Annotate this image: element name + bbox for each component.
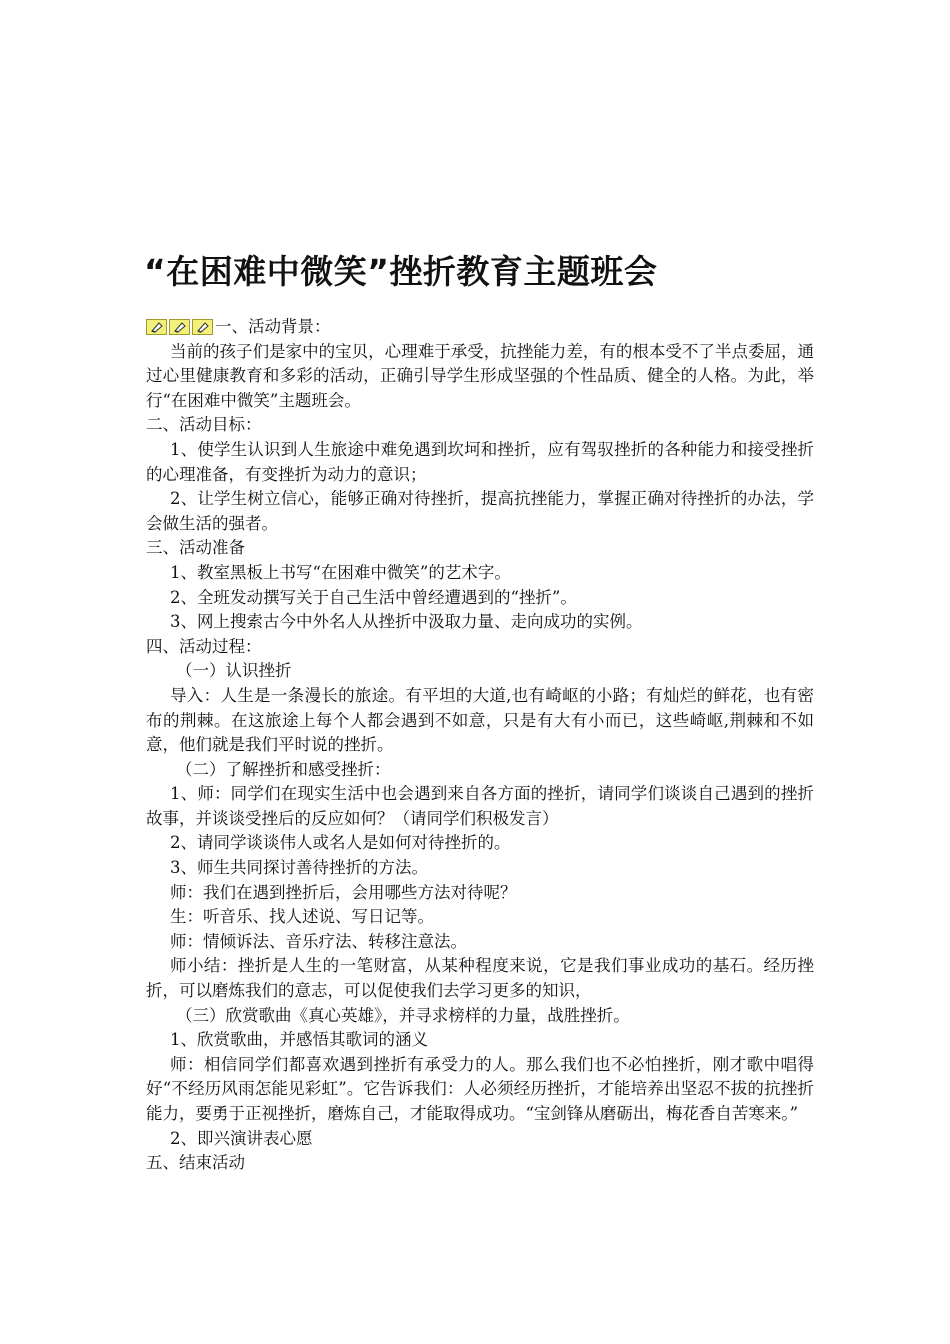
subsection-heading: （一）认识挫折	[176, 661, 292, 681]
section-heading: 四、活动过程：	[146, 636, 262, 656]
paragraph: 1、使学生认识到人生旅途中难免遇到坎坷和挫折，应有驾驭挫折的各种能力和接受挫折的心理准备，有变挫折为动力的意识；	[146, 439, 814, 484]
section-heading: 二、活动目标：	[146, 415, 262, 435]
paragraph: 2、即兴演讲表心愿	[170, 1128, 313, 1148]
section-heading: 五、结束活动	[146, 1153, 245, 1173]
paragraph: 师：情倾诉法、音乐疗法、转移注意法。	[170, 931, 467, 951]
paragraph: 当前的孩子们是家中的宝贝，心理难于承受，抗挫能力差，有的根本受不了半点委屈，通过心里健康教育和多彩的活动，正确引导学生形成坚强的个性品质、健全的人格。为此，举行“在困难中微笑”主题班会。	[146, 341, 814, 410]
paragraph: 生：听音乐、找人述说、写日记等。	[170, 907, 434, 927]
section-1-heading-row	[146, 315, 814, 340]
paragraph: 1、教室黑板上书写“在困难中微笑”的艺术字。	[170, 562, 511, 582]
paragraph: 导入：人生是一条漫长的旅途。有平坦的大道,也有崎岖的小路；有灿烂的鲜花，也有密布的荆棘。在这旅途上每个人都会遇到不如意，只是有大有小而已，这些崎岖,荆棘和不如意，他们就是我们平时说的挫折。	[146, 685, 814, 755]
pencil-icon	[169, 319, 190, 335]
paragraph: 师：我们在遇到挫折后，会用哪些方法对待呢？	[170, 882, 517, 902]
paragraph: 2、请同学谈谈伟人或名人是如何对待挫折的。	[170, 833, 511, 853]
paragraph: 师：相信同学们都喜欢遇到挫折有承受力的人。那么我们也不必怕挫折，刚才歌中唱得好“不经历风雨怎能见彩虹”。它告诉我们：人必须经历挫折，才能培养出坚忍不拔的抗挫折能力，要勇于正视挫折，磨炼自己，才能取得成功。“宝剑锋从磨砺出，梅花香自苦寒来。”	[146, 1054, 814, 1123]
paragraph: 3、网上搜索古今中外名人从挫折中汲取力量、走向成功的实例。	[170, 612, 643, 632]
subsection-heading: （二）了解挫折和感受挫折：	[176, 759, 391, 779]
icon-group	[146, 319, 213, 335]
paragraph: 1、师：同学们在现实生活中也会遇到来自各方面的挫折，请同学们谈谈自己遇到的挫折故事，并谈谈受挫后的反应如何？（请同学们积极发言）	[146, 784, 814, 828]
section-heading: 三、活动准备	[146, 538, 245, 558]
document-title: “在困难中微笑”挫折教育主题班会	[144, 252, 658, 291]
paragraph: 2、全班发动撰写关于自己生活中曾经遭遇到的“挫折”。	[170, 587, 577, 607]
pencil-icon	[146, 319, 167, 335]
paragraph: 3、师生共同探讨善待挫折的方法。	[170, 858, 428, 878]
paragraph: 1、欣赏歌曲，并感悟其歌词的涵义	[170, 1030, 428, 1050]
document-page	[146, 250, 814, 1176]
pencil-icon	[192, 319, 213, 335]
paragraph: 2、让学生树立信心，能够正确对待挫折，提高抗挫能力，掌握正确对待挫折的办法，学会做生活的强者。	[146, 489, 814, 533]
section-heading: 一、活动背景：	[215, 317, 331, 336]
paragraph: 师小结：挫折是人生的一笔财富，从某种程度来说，它是我们事业成功的基石。经历挫折，可以磨炼我们的意志，可以促使我们去学习更多的知识，	[146, 956, 814, 1001]
subsection-heading: （三）欣赏歌曲《真心英雄》，并寻求榜样的力量，战胜挫折。	[176, 1005, 630, 1025]
